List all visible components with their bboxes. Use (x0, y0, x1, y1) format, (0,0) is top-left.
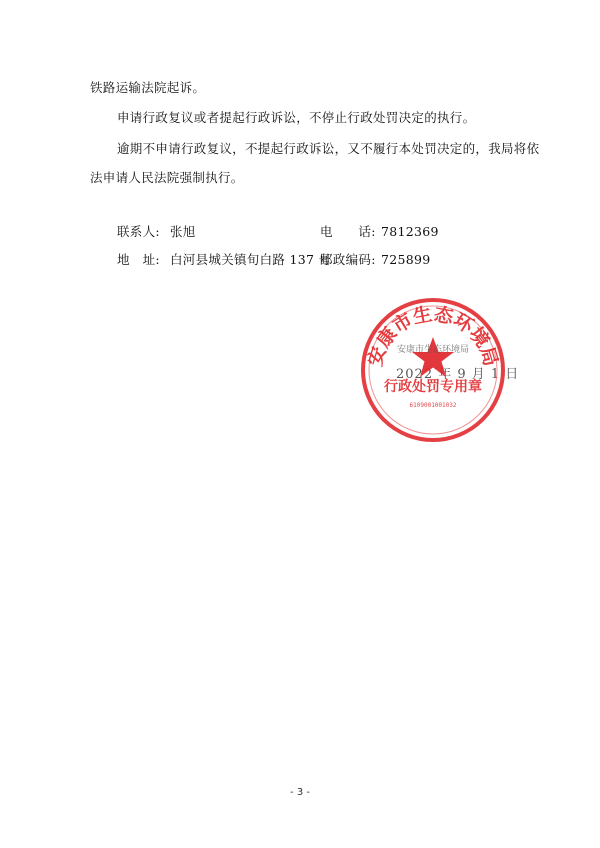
postal-code-label: 邮政编码: (320, 252, 376, 267)
official-seal (358, 295, 508, 445)
address-value: 白河县城关镇旬白路 137 号 (170, 252, 332, 267)
page-number: - 3 - (290, 787, 310, 798)
seal-bottom-text: 行政处罚专用章 (384, 379, 482, 395)
seal-center-text: 安康市生态环境局 (396, 345, 470, 355)
seal-star-icon (412, 337, 454, 377)
phone-value: 7812369 (381, 224, 439, 239)
postal-code-value: 725899 (381, 252, 431, 267)
contact-person-label: 联系人: (117, 224, 160, 239)
paragraph-enforcement-line1: 逾期不申请行政复议，不提起行政诉讼，又不履行本处罚决定的，我局将依 (117, 141, 540, 156)
contact-person-value: 张旭 (170, 224, 196, 239)
address-label: 地 址: (117, 252, 160, 267)
phone-label: 电 话: (320, 224, 376, 239)
issue-date: 2022 年 9 月 1 日 (396, 367, 520, 382)
seal-ring-text-path: 安康市生态环境局 (364, 303, 502, 369)
seal-number: 6109001001032 (409, 402, 457, 409)
paragraph-enforcement-line2: 法申请人民法院强制执行。 (90, 170, 244, 185)
paragraph-no-suspension: 申请行政复议或者提起行政诉讼，不停止行政处罚决定的执行。 (117, 110, 476, 125)
paragraph-court: 铁路运输法院起诉。 (90, 80, 206, 95)
